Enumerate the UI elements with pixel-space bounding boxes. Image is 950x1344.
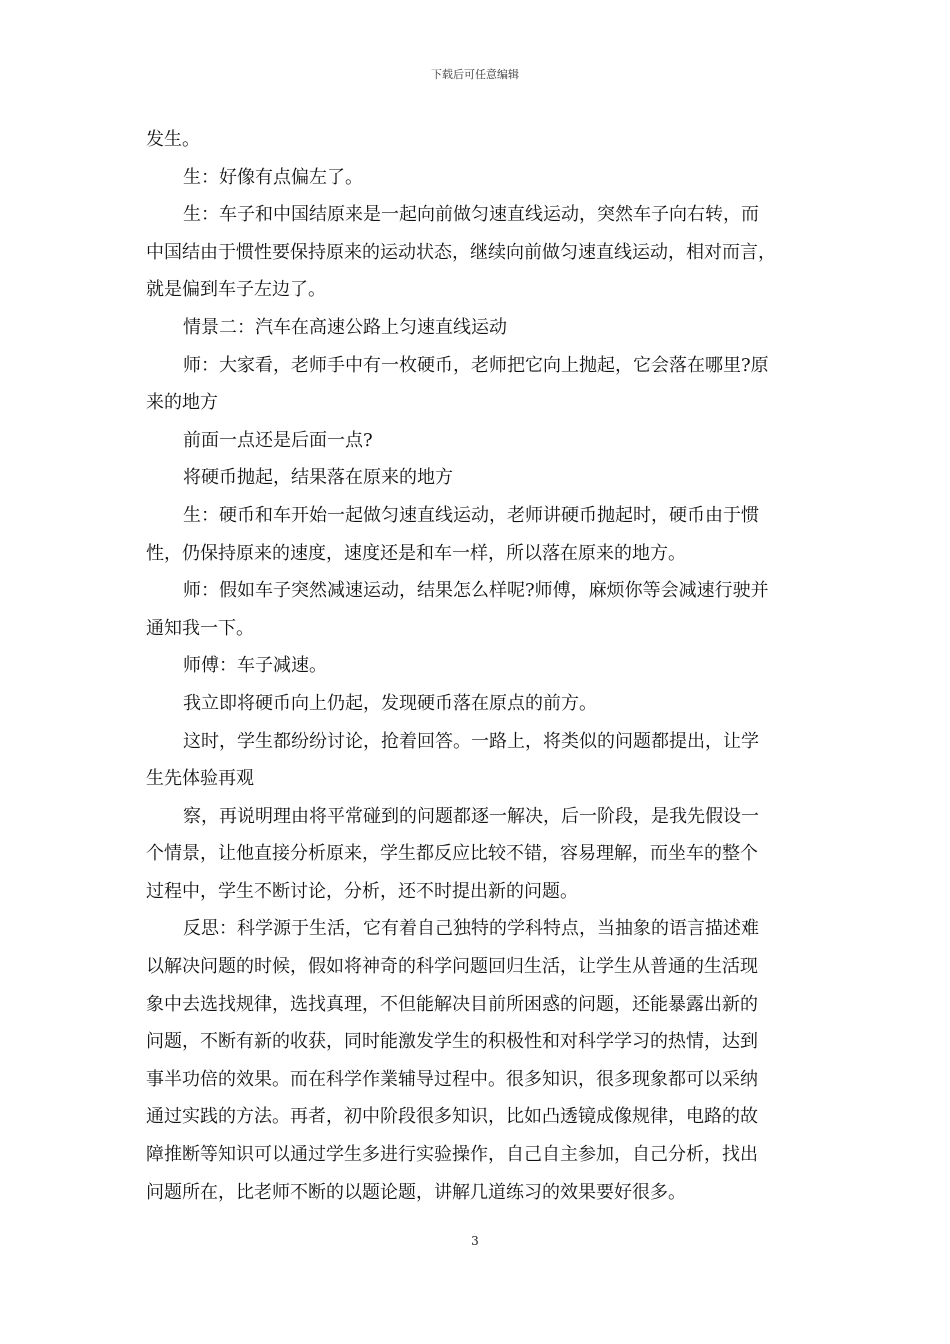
text-line: 师傅：车子减速。 [183, 655, 327, 677]
text-line: 生：车子和中国结原来是一起向前做匀速直线运动，突然车子向右转，而 [183, 204, 759, 226]
document-body [146, 121, 818, 1211]
text-line: 师：假如车子突然减速运动，结果怎么样呢?师傅，麻烦你等会减速行驶并 [183, 580, 769, 602]
text-line: 反思：科学源于生活，它有着自己独特的学科特点，当抽象的语言描述难 [183, 918, 759, 940]
text-line: 生：好像有点偏左了。 [183, 166, 363, 188]
text-line: 事半功倍的效果。而在科学作業辅导过程中。很多知识，很多现象都可以采纳 [146, 1068, 758, 1090]
page-header: 下载后可任意编辑 [431, 68, 519, 81]
text-line: 通知我一下。 [146, 617, 254, 639]
text-line: 障推断等知识可以通过学生多进行实验操作，自己自主参加，自己分析，找出 [146, 1144, 758, 1166]
text-line: 性，仍保持原来的速度，速度还是和车一样，所以落在原来的地方。 [146, 542, 686, 564]
text-line: 察，再说明理由将平常碰到的问题都逐一解决，后一阶段，是我先假设一 [183, 805, 759, 827]
text-line: 问题所在，比老师不断的以题论题，讲解几道练习的效果要好很多。 [146, 1181, 686, 1203]
text-line: 象中去选找规律，选找真理，不但能解决目前所困惑的问题，还能暴露出新的 [146, 993, 758, 1015]
text-line: 个情景，让他直接分析原来，学生都反应比较不错，容易理解，而坐车的整个 [146, 843, 758, 865]
text-line: 过程中，学生不断讨论，分析，还不时提出新的问题。 [146, 880, 578, 902]
text-line: 前面一点还是后面一点? [183, 429, 373, 451]
text-line: 生：硬币和车开始一起做匀速直线运动，老师讲硬币抛起时，硬币由于惯 [183, 504, 759, 526]
text-line: 这时，学生都纷纷讨论，抢着回答。一路上，将类似的问题都提出，让学 [183, 730, 759, 752]
text-line: 师：大家看，老师手中有一枚硬币，老师把它向上抛起，它会落在哪里?原 [183, 354, 769, 376]
text-line: 生先体验再观 [146, 768, 254, 790]
text-line: 中国结由于惯性要保持原来的运动状态，继续向前做匀速直线运动，相对而言， [146, 241, 776, 263]
text-line: 来的地方 [146, 392, 218, 414]
text-line: 以解决问题的时候，假如将神奇的科学问题回归生活，让学生从普通的生活现 [146, 956, 758, 978]
text-line: 就是偏到车子左边了。 [146, 279, 326, 301]
text-line: 通过实践的方法。再者，初中阶段很多知识，比如凸透镜成像规律，电路的故 [146, 1106, 758, 1128]
text-line: 问题，不断有新的收获，同时能激发学生的积极性和对科学学习的热情，达到 [146, 1031, 758, 1053]
text-line: 情景二：汽车在高速公路上匀速直线运动 [183, 316, 507, 338]
text-line: 我立即将硬币向上仍起，发现硬币落在原点的前方。 [183, 692, 597, 714]
text-line: 将硬币抛起，结果落在原来的地方 [183, 467, 453, 489]
page-number: 3 [471, 1234, 479, 1248]
text-line: 发生。 [146, 129, 200, 150]
